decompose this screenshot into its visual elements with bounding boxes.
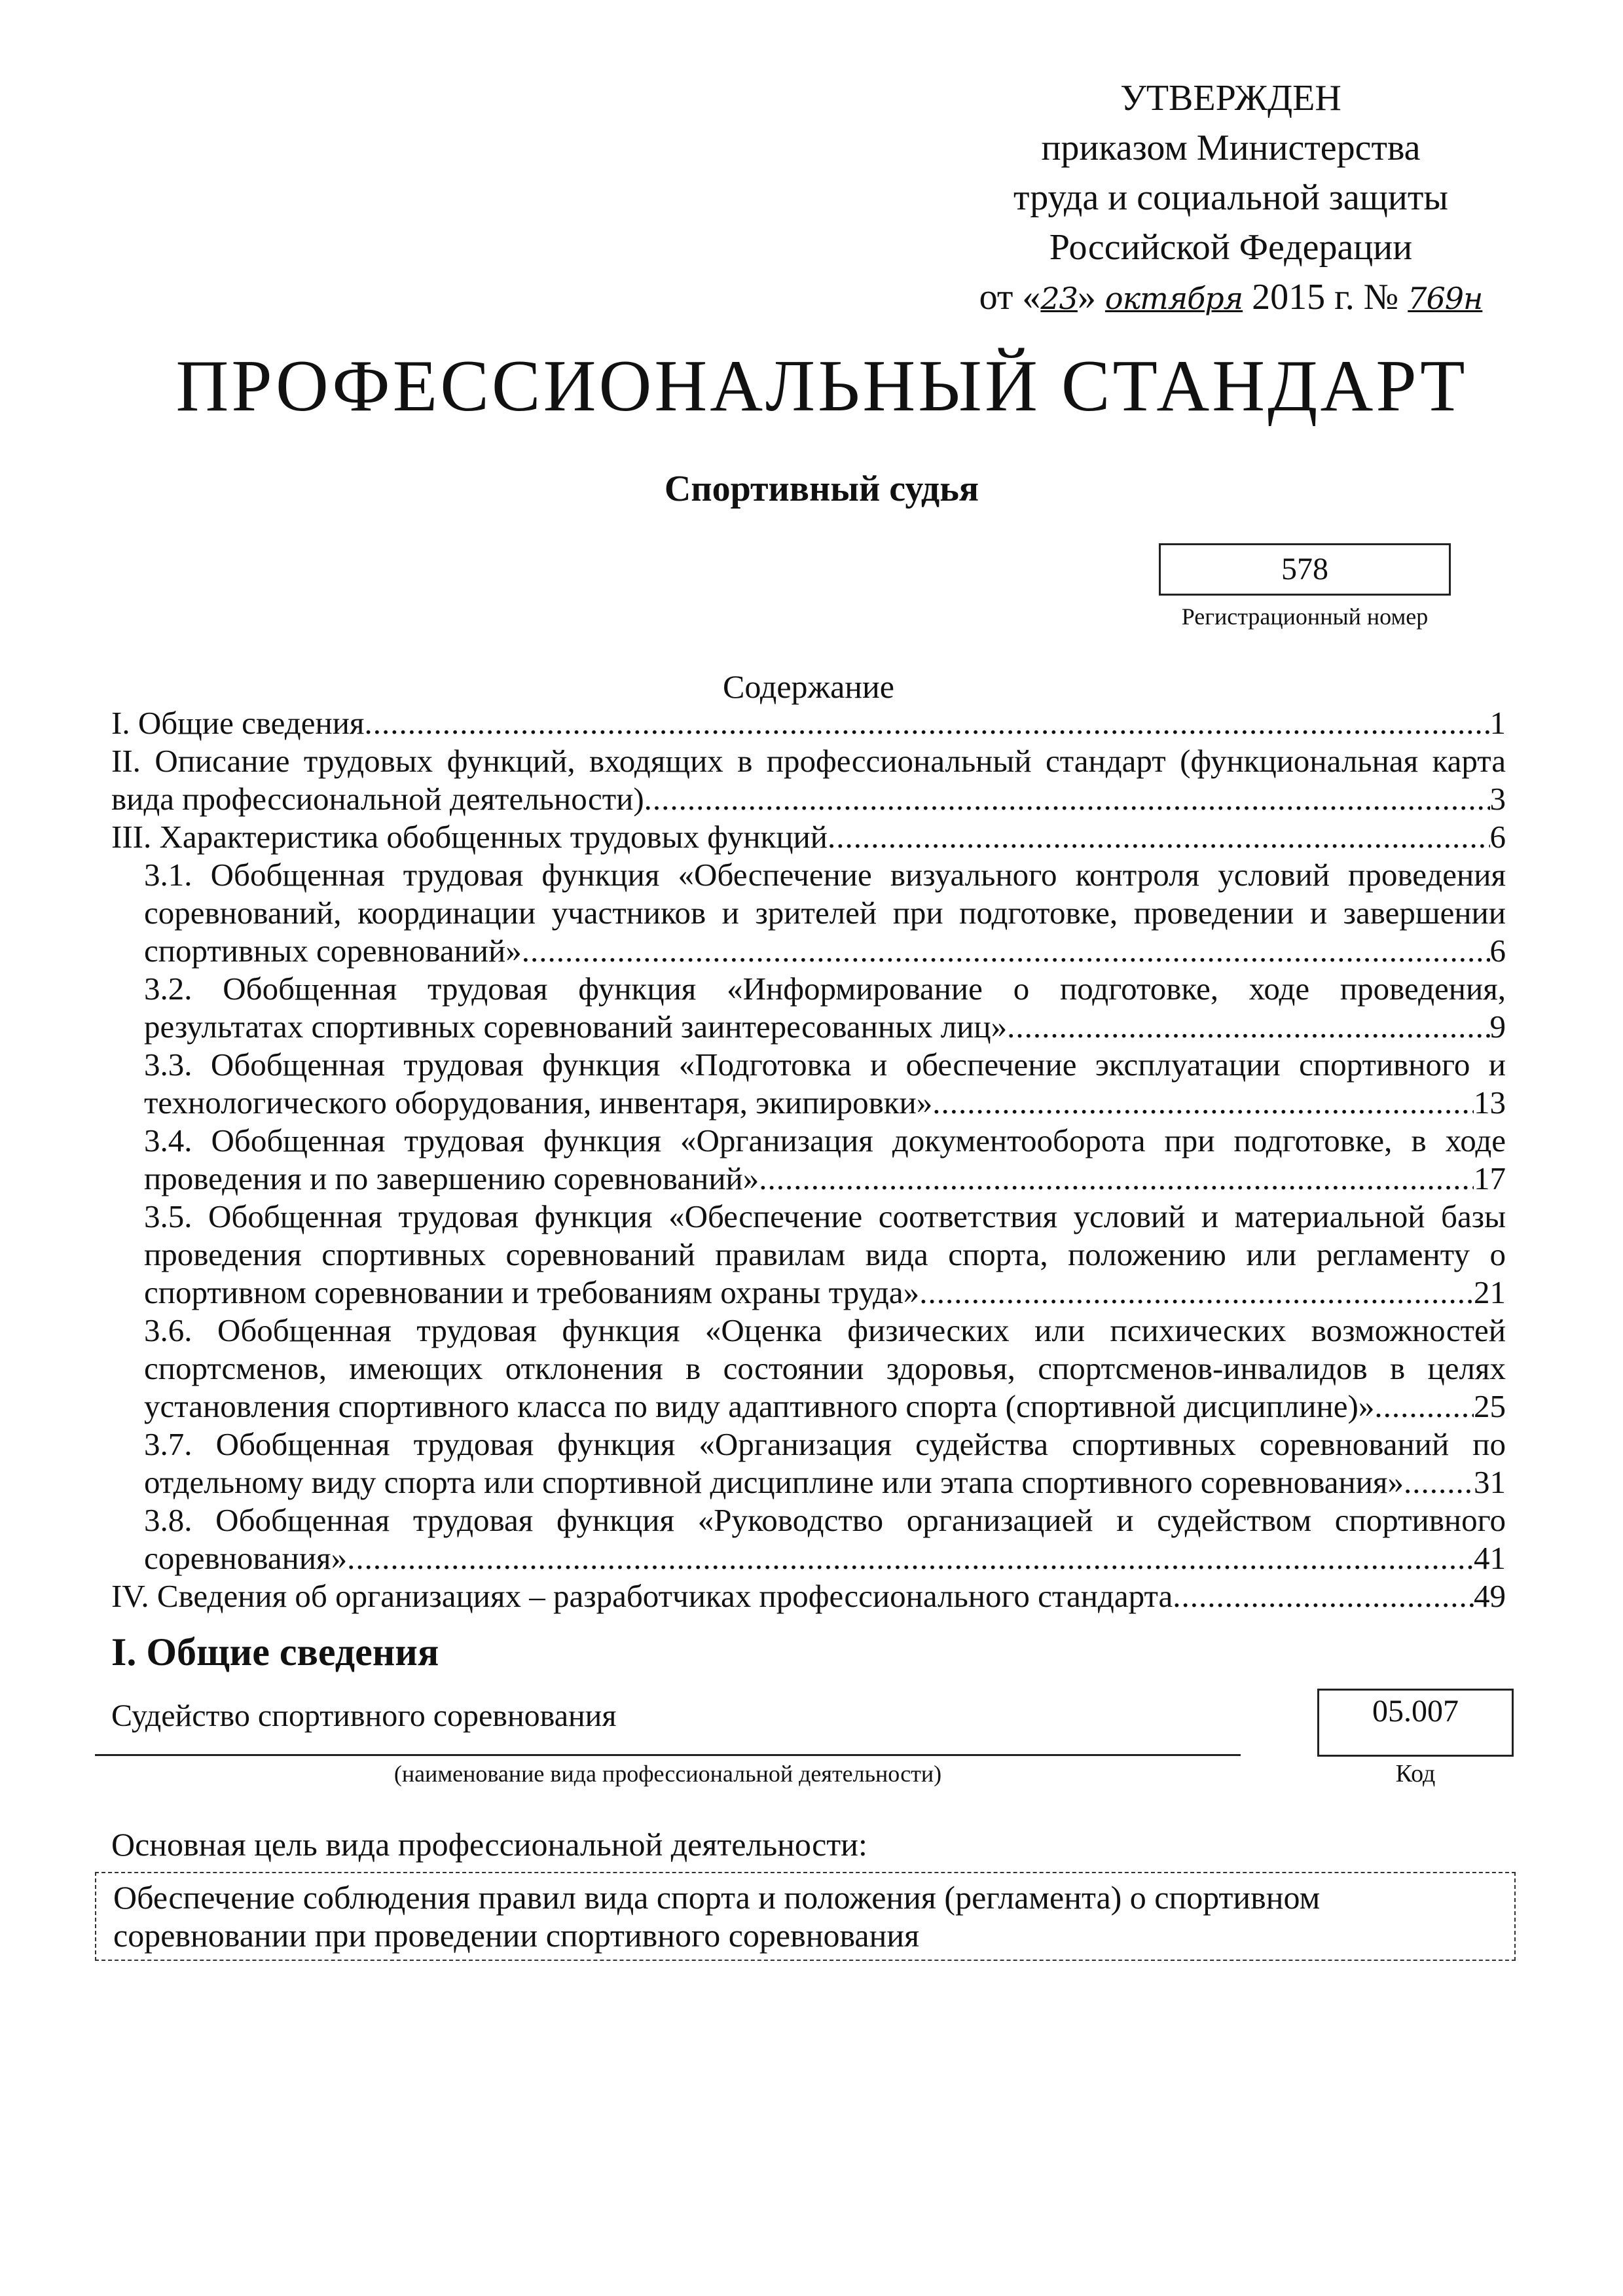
toc-entry-title: III. Характеристика обобщенных трудовых функций: [111, 819, 828, 855]
toc-entry-last-line: [144, 1274, 1506, 1312]
toc-leader-dots: [522, 932, 1490, 970]
toc-entry[interactable]: [111, 1122, 1506, 1198]
toc-entry-title: IV. Сведения об организациях – разработчиках профессионального стандарта: [111, 1578, 1173, 1614]
section-heading: I. Общие сведения: [111, 1630, 439, 1674]
toc-page-number: 17: [1474, 1160, 1506, 1196]
toc-entry-last-line: [144, 1463, 1506, 1501]
toc-page-number: 1: [1489, 705, 1506, 741]
activity-code-caption: Код: [1395, 1760, 1436, 1787]
toc-heading: Содержание: [723, 668, 894, 705]
activity-caption: (наименование вида профессиональной деятельности): [393, 1761, 942, 1787]
toc-leader-dots: [932, 1084, 1474, 1122]
toc-leader-dots: [644, 780, 1490, 818]
toc-entry-last-line: [111, 704, 1506, 742]
date-mid: »: [1077, 277, 1105, 317]
goal-text-line-2: соревновании при проведении спортивного соревнования: [113, 1917, 920, 1954]
handwritten-day: 23: [1040, 281, 1078, 316]
toc-page-number: 25: [1474, 1388, 1506, 1424]
toc-entry-title: технологического оборудования, инвентаря, экипировки»: [144, 1085, 933, 1121]
toc-entry[interactable]: [111, 1426, 1506, 1501]
toc-entry[interactable]: [111, 856, 1506, 970]
handwritten-order-number: 769н: [1408, 281, 1483, 316]
toc-page-number: 13: [1474, 1085, 1506, 1121]
toc-entry-title: установления спортивного класса по виду адаптивного спорта (спортивной дисциплине)»: [144, 1388, 1375, 1424]
toc-entry-last-line: [111, 780, 1506, 818]
toc-entry[interactable]: [111, 818, 1506, 856]
toc-page-number: 3: [1489, 781, 1506, 817]
approval-line-3: труда и социальной защиты: [1013, 177, 1448, 218]
toc-leader-dots: [1374, 1388, 1474, 1426]
toc-entry-last-line: [144, 1160, 1506, 1198]
toc-entry-lead: II. Описание трудовых функций, входящих в профессиональный стандарт (функциональная карта: [111, 743, 1506, 779]
toc-leader-dots: [759, 1160, 1474, 1198]
toc-entry-lead: 3.3. Обобщенная трудовая функция «Подготовка и обеспечение эксплуатации спортивного и: [144, 1047, 1506, 1083]
registration-number-box: 578: [1159, 543, 1451, 596]
toc-entry-last-line: [144, 1388, 1506, 1426]
toc-entry-lead: 3.1. Обобщенная трудовая функция «Обеспечение визуального контроля условий проведения соревнований, координации участников и зрителей при подготовке, проведении и завершении: [144, 857, 1506, 931]
toc-leader-dots: [1173, 1577, 1474, 1615]
toc-page-number: 6: [1489, 933, 1506, 969]
toc-entry-last-line: [111, 1577, 1506, 1615]
toc-page-number: 21: [1474, 1274, 1506, 1310]
toc-entry-title: соревнования»: [144, 1540, 348, 1576]
document-title: ПРОФЕССИОНАЛЬНЫЙ СТАНДАРТ: [175, 346, 1468, 427]
approval-line-1: УТВЕРЖДЕН: [1120, 78, 1341, 118]
approval-line-2: приказом Министерства: [1041, 128, 1421, 168]
activity-underline: [95, 1754, 1241, 1756]
toc-entry-lead: 3.4. Обобщенная трудовая функция «Организация документооборота при подготовке, в ходе: [144, 1122, 1506, 1158]
toc-entry[interactable]: [111, 742, 1506, 818]
approval-stamp: [851, 73, 1611, 323]
toc-page-number: 6: [1489, 819, 1506, 855]
handwritten-month: октября: [1104, 281, 1243, 316]
toc-entry-title: проведения и по завершению соревнований»: [144, 1160, 759, 1196]
toc-entry-lead: 3.7. Обобщенная трудовая функция «Организация судейства спортивных соревнований по: [144, 1426, 1506, 1462]
toc-entry[interactable]: [111, 1312, 1506, 1426]
toc-entry-lead: 3.6. Обобщенная трудовая функция «Оценка физических или психических возможностей спортсменов, имеющих отклонения в состоянии здоровья, спортсменов-инвалидов в целях: [144, 1312, 1506, 1386]
toc-entry-last-line: [144, 1084, 1506, 1122]
toc-entry-last-line: [144, 1539, 1506, 1577]
toc-leader-dots: [1007, 1008, 1489, 1046]
toc-entry[interactable]: [111, 1501, 1506, 1577]
approval-date-line: [851, 272, 1611, 323]
toc-page-number: 9: [1489, 1009, 1506, 1045]
toc-entry-last-line: [144, 932, 1506, 970]
toc-entry[interactable]: [111, 1577, 1506, 1615]
toc-entry-title: вида профессиональной деятельности): [111, 781, 644, 817]
goal-text-line-1: Обеспечение соблюдения правил вида спорта и положения (регламента) о спортивном: [113, 1879, 1321, 1916]
toc-leader-dots: [1404, 1463, 1474, 1501]
date-year: 2015 г. №: [1252, 277, 1399, 317]
toc-entry-last-line: [144, 1008, 1506, 1046]
toc-entry-last-line: [111, 818, 1506, 856]
toc-entry-title: спортивных соревнований»: [144, 933, 522, 969]
toc-page-number: 49: [1474, 1578, 1506, 1614]
toc-leader-dots: [364, 704, 1489, 742]
toc-entry-title: результатах спортивных соревнований заинтересованных лиц»: [144, 1009, 1008, 1045]
goal-box: [95, 1872, 1516, 1961]
toc-leader-dots: [828, 818, 1489, 856]
toc-entry-lead: 3.2. Обобщенная трудовая функция «Информирование о подготовке, ходе проведения,: [144, 971, 1506, 1007]
toc-entry-title: I. Общие сведения: [111, 705, 365, 741]
goal-label: Основная цель вида профессиональной деятельности:: [111, 1826, 867, 1863]
toc-entry-lead: 3.8. Обобщенная трудовая функция «Руководство организацией и судейством спортивного: [144, 1502, 1506, 1538]
toc-entry-lead: 3.5. Обобщенная трудовая функция «Обеспечение соответствия условий и материальной базы проведения спортивных соревнований правилам вида спорта, положению или регламенту о: [144, 1198, 1506, 1272]
toc-entry[interactable]: [111, 704, 1506, 742]
toc-entry[interactable]: [111, 1046, 1506, 1122]
toc-entry[interactable]: [111, 1198, 1506, 1312]
table-of-contents: [111, 704, 1506, 1615]
toc-page-number: 31: [1474, 1464, 1506, 1500]
toc-page-number: 41: [1474, 1540, 1506, 1576]
activity-code-box: 05.007: [1317, 1689, 1514, 1757]
toc-leader-dots: [919, 1274, 1474, 1312]
registration-number-label: Регистрационный номер: [1181, 603, 1429, 630]
toc-entry-title: спортивном соревновании и требованиям охраны труда»: [144, 1274, 920, 1310]
toc-leader-dots: [347, 1539, 1474, 1577]
toc-entry[interactable]: [111, 970, 1506, 1046]
document-subtitle: Спортивный судья: [664, 469, 979, 509]
activity-name: Судейство спортивного соревнования: [111, 1698, 617, 1733]
date-prefix: от «: [979, 277, 1041, 317]
toc-entry-title: отдельному виду спорта или спортивной дисциплине или этапа спортивного соревнования»: [144, 1464, 1404, 1500]
approval-line-4: Российской Федерации: [1049, 227, 1413, 268]
